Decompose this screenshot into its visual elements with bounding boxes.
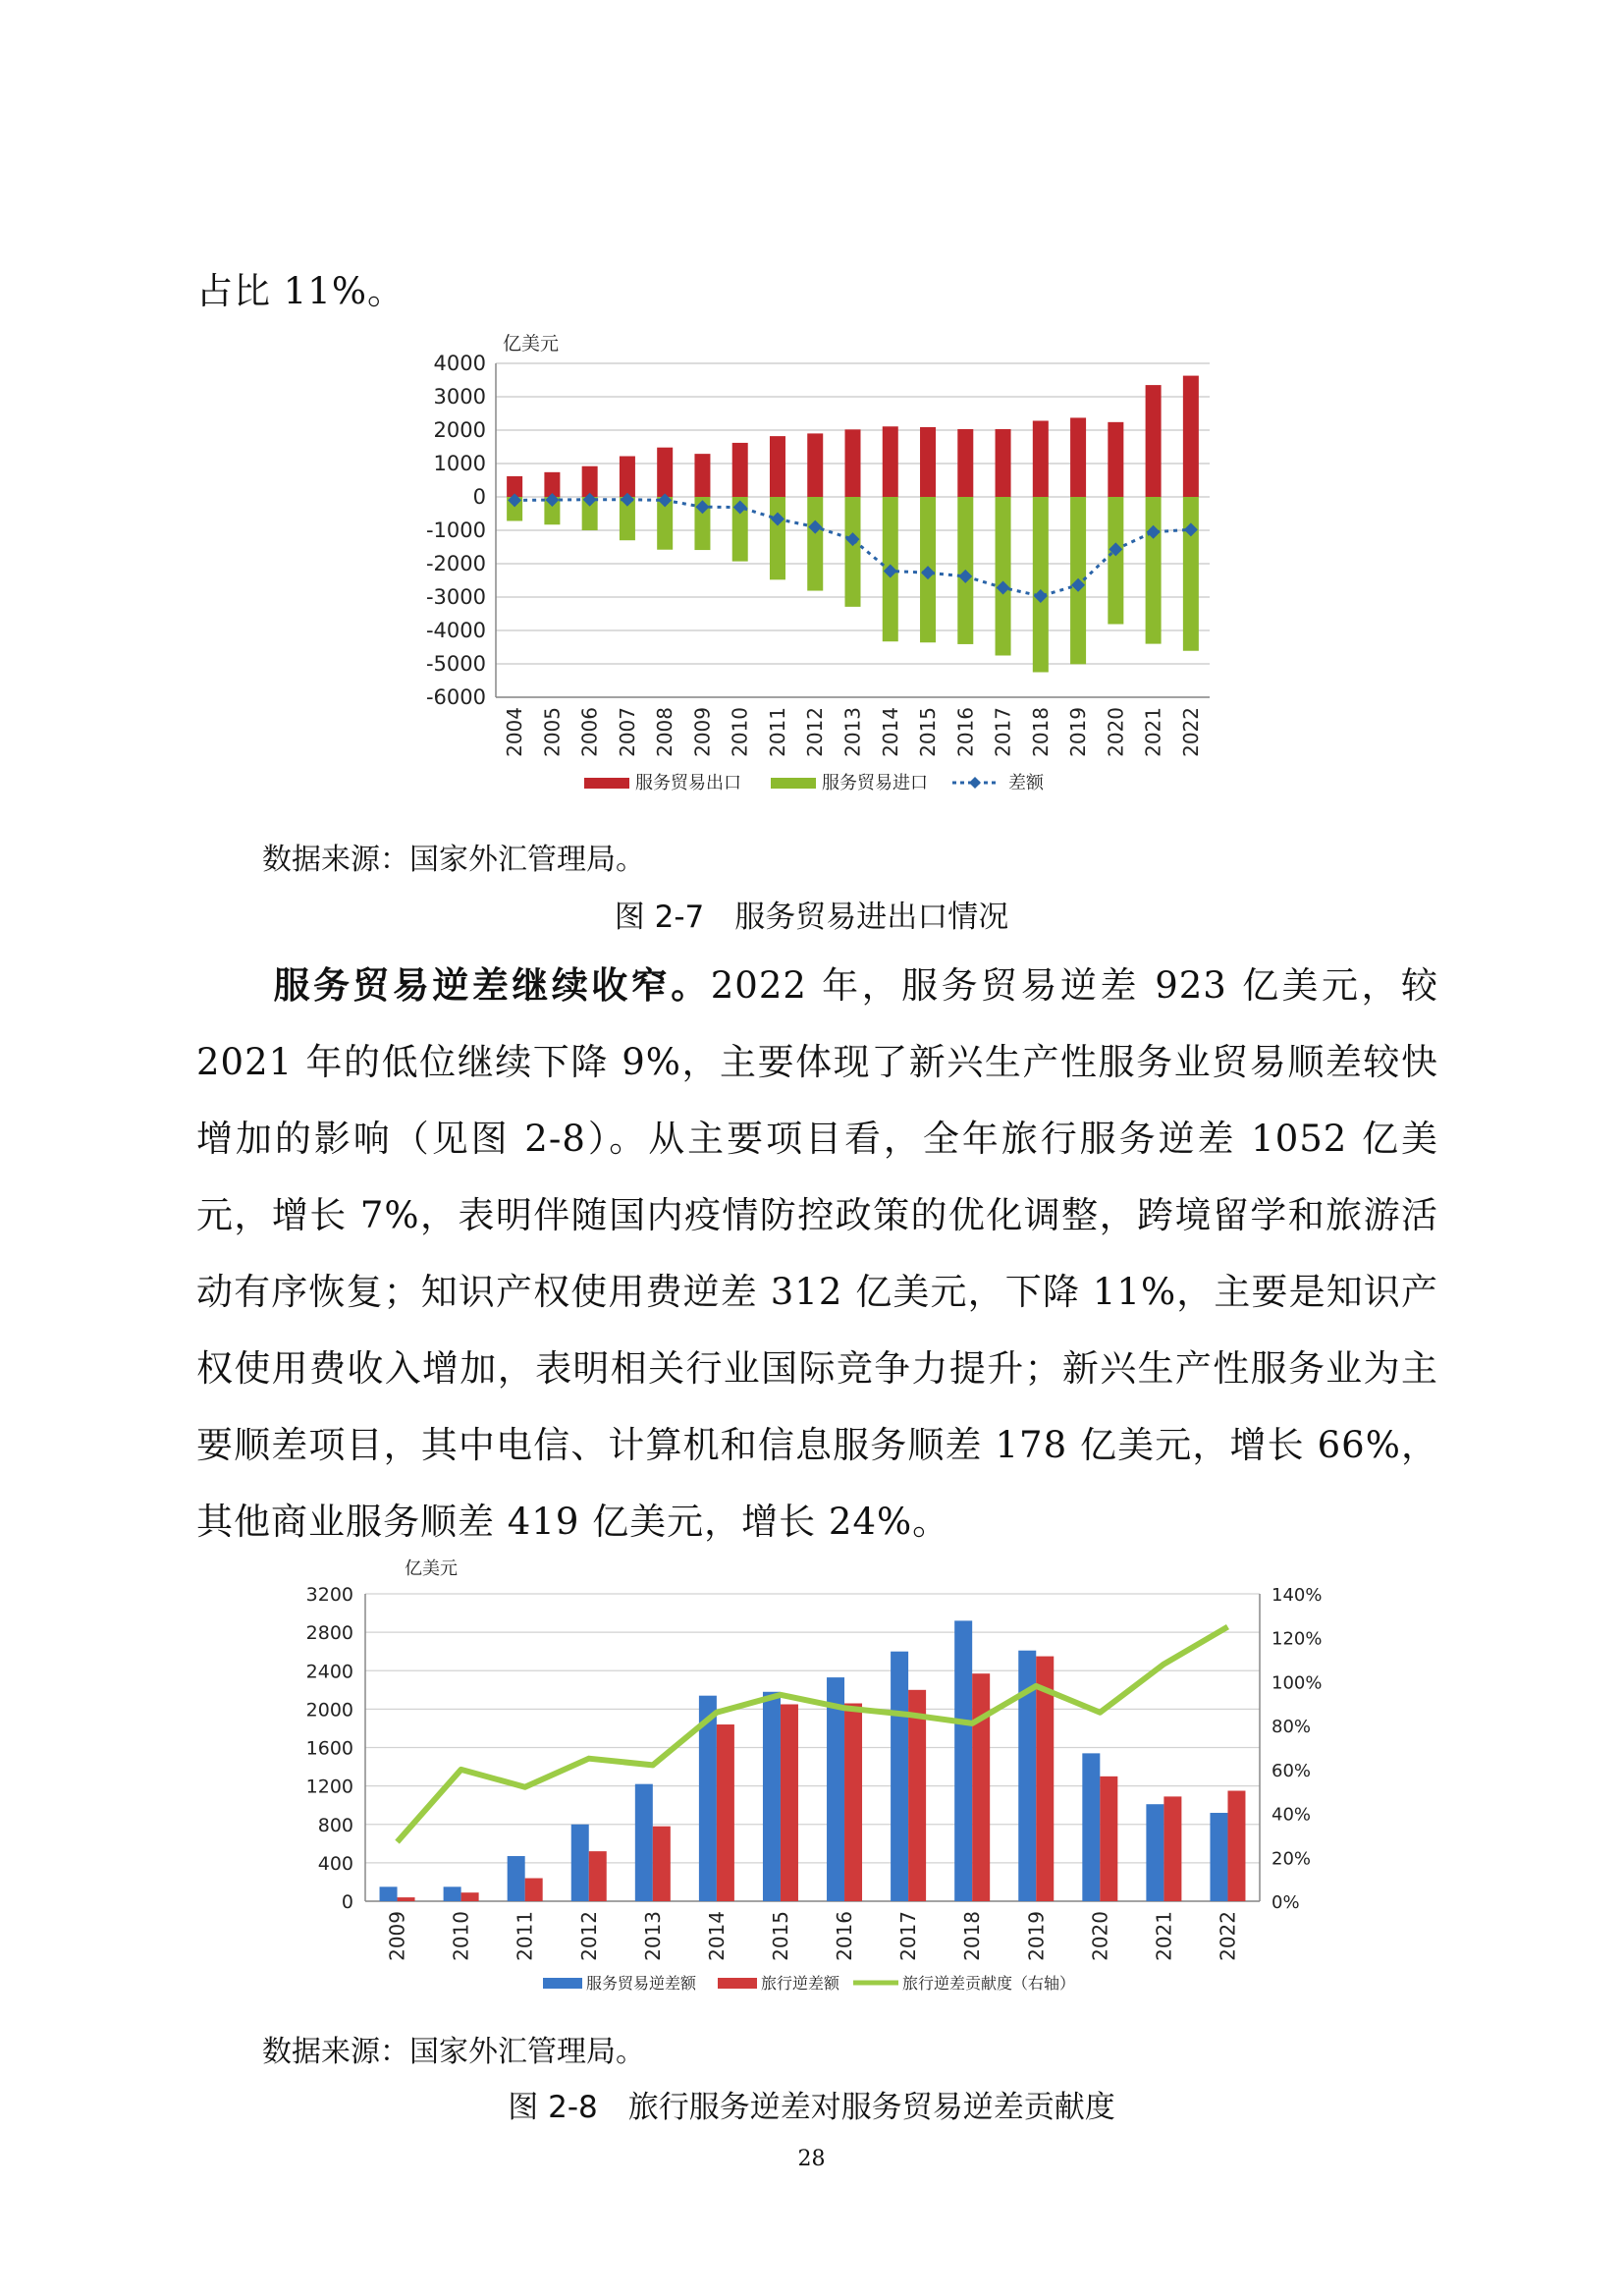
x-tick-label: 2021 <box>1152 1911 1176 1961</box>
x-tick-label: 2017 <box>991 707 1015 757</box>
y-left-tick-label: 3200 <box>305 1584 353 1606</box>
bar-service-deficit <box>891 1652 908 1901</box>
y-tick-label: 1000 <box>433 452 486 475</box>
x-tick-label: 2020 <box>1088 1911 1112 1961</box>
x-tick-label: 2022 <box>1178 707 1203 757</box>
y-left-tick-label: 2800 <box>305 1622 353 1645</box>
x-tick-label: 2011 <box>513 1911 537 1961</box>
figure-2-7-source: 数据来源：国家外汇管理局。 <box>262 843 645 877</box>
x-tick-label: 2014 <box>878 707 902 757</box>
bar-service-deficit <box>1082 1753 1100 1901</box>
legend-label-export: 服务贸易出口 <box>635 773 741 793</box>
y-left-tick-label: 1600 <box>305 1737 353 1760</box>
x-tick-label: 2008 <box>653 707 677 757</box>
bar-service-deficit <box>1210 1813 1227 1901</box>
intro-line: 占比 11%。 <box>196 270 405 312</box>
x-tick-label: 2017 <box>896 1911 921 1961</box>
y-left-tick-label: 0 <box>341 1891 353 1913</box>
x-tick-label: 2012 <box>803 707 828 757</box>
y-right-tick-label: 0% <box>1271 1892 1300 1913</box>
x-tick-label: 2013 <box>840 707 865 757</box>
paragraph-body: 2022 年，服务贸易逆差 923 亿美元，较 2021 年的低位继续下降 9%，主要体现了新兴生产性服务业贸易顺差较快增加的影响（见图 2-8）。从主要项目看，全年旅行服务逆差 1052 亿美元，增长 7%，表明伴随国内疫情防控政策的优化调整，跨境留学和旅游活动有序恢复；知识产权使用费逆差 312 亿美元，下降 11%，主要是知识产权使用费收入增加，表明相关行业国际竞争力提升；新兴生产性服务业为主要顺差项目，其中电信、计算机和信息服务顺差 178 亿美元，增长 66%，其他商业服务顺差 419 亿美元，增长 24%。 <box>196 964 1438 1543</box>
x-tick-label: 2018 <box>960 1911 985 1961</box>
legend-label-balance: 差额 <box>1008 773 1044 793</box>
x-tick-label: 2011 <box>765 707 789 757</box>
y-right-tick-label: 100% <box>1271 1672 1323 1694</box>
bar-travel-deficit <box>972 1673 990 1901</box>
x-tick-label: 2019 <box>1066 707 1091 757</box>
x-tick-label: 2007 <box>615 707 639 757</box>
figure-2-8-source: 数据来源：国家外汇管理局。 <box>262 2035 645 2069</box>
bar-travel-deficit <box>781 1704 798 1901</box>
bar-travel-deficit <box>1100 1777 1117 1901</box>
x-tick-label: 2015 <box>916 707 941 757</box>
x-tick-label: 2014 <box>704 1911 729 1961</box>
bar-service-deficit <box>1146 1804 1163 1901</box>
figure-2-8-caption: 图 2-8 旅行服务逆差对服务贸易逆差贡献度 <box>508 2090 1115 2125</box>
x-tick-label: 2021 <box>1141 707 1165 757</box>
x-tick-label: 2012 <box>576 1911 601 1961</box>
bar-travel-deficit <box>525 1879 543 1901</box>
bar-service-deficit <box>380 1886 398 1901</box>
x-tick-label: 2018 <box>1028 707 1053 757</box>
x-tick-label: 2020 <box>1104 707 1128 757</box>
bar-service-deficit <box>827 1677 844 1901</box>
legend-swatch-travel <box>718 1978 757 1989</box>
x-tick-label: 2004 <box>503 707 527 757</box>
bar-travel-deficit <box>1163 1796 1181 1901</box>
y-tick-label: -3000 <box>425 585 486 609</box>
y-left-tick-label: 400 <box>317 1852 353 1875</box>
x-tick-label: 2016 <box>953 707 978 757</box>
legend-swatch-service <box>543 1978 582 1989</box>
x-tick-label: 2019 <box>1024 1911 1049 1961</box>
x-tick-label: 2006 <box>577 707 602 757</box>
bar-travel-deficit <box>717 1724 734 1901</box>
bar-travel-deficit <box>1227 1791 1245 1901</box>
y-right-tick-label: 40% <box>1271 1804 1312 1826</box>
legend-label-contribution: 旅行逆差贡献度（右轴） <box>902 1974 1076 1993</box>
x-tick-label: 2009 <box>385 1911 409 1961</box>
bar-service-deficit <box>954 1620 972 1901</box>
x-tick-label: 2010 <box>728 707 752 757</box>
legend-label-travel: 旅行逆差额 <box>761 1974 840 1993</box>
y-right-tick-label: 80% <box>1271 1717 1312 1738</box>
y-tick-label: 3000 <box>433 385 486 409</box>
bar-travel-deficit <box>653 1827 671 1901</box>
x-tick-label: 2005 <box>540 707 565 757</box>
y-right-tick-label: 120% <box>1271 1628 1323 1650</box>
x-tick-label: 2013 <box>640 1911 665 1961</box>
y-tick-label: -1000 <box>425 519 486 542</box>
bar-travel-deficit <box>461 1892 479 1901</box>
y-tick-label: 4000 <box>433 352 486 375</box>
x-tick-label: 2015 <box>768 1911 792 1961</box>
y-left-tick-label: 800 <box>317 1814 353 1836</box>
bar-service-deficit <box>763 1692 781 1901</box>
y-left-tick-label: 2400 <box>305 1661 353 1683</box>
page-number: 28 <box>797 2147 826 2171</box>
y-tick-label: 0 <box>472 485 486 509</box>
unit-label: 亿美元 <box>503 333 560 355</box>
x-tick-label: 2016 <box>833 1911 857 1961</box>
legend-label-import: 服务贸易进口 <box>822 773 928 793</box>
y-right-tick-label: 60% <box>1271 1760 1312 1781</box>
legend-label-service: 服务贸易逆差额 <box>586 1974 697 1993</box>
y-tick-label: -5000 <box>425 652 486 676</box>
bar-service-deficit <box>571 1825 589 1901</box>
bar-travel-deficit <box>398 1897 415 1901</box>
figure-2-7-caption: 图 2-7 服务贸易进出口情况 <box>614 900 1009 935</box>
bar-service-deficit <box>444 1886 461 1901</box>
bar-service-deficit <box>508 1856 525 1901</box>
paragraph-lead: 服务贸易逆差继续收窄。 <box>271 963 711 1007</box>
y-left-tick-label: 1200 <box>305 1776 353 1798</box>
bar-travel-deficit <box>589 1851 607 1901</box>
x-tick-label: 2022 <box>1216 1911 1240 1961</box>
x-tick-label: 2010 <box>449 1911 473 1961</box>
y-tick-label: 2000 <box>433 418 486 442</box>
bar-travel-deficit <box>844 1704 862 1901</box>
bar-travel-deficit <box>908 1690 926 1901</box>
y-right-tick-label: 20% <box>1271 1848 1312 1870</box>
y-tick-label: -2000 <box>425 552 486 575</box>
y-left-tick-label: 2000 <box>305 1699 353 1722</box>
y-right-tick-label: 140% <box>1271 1585 1323 1606</box>
bar-service-deficit <box>635 1784 653 1901</box>
y-tick-label: -6000 <box>425 685 486 709</box>
y-tick-label: -4000 <box>425 619 486 642</box>
x-tick-label: 2009 <box>690 707 715 757</box>
unit-label: 亿美元 <box>405 1558 458 1579</box>
